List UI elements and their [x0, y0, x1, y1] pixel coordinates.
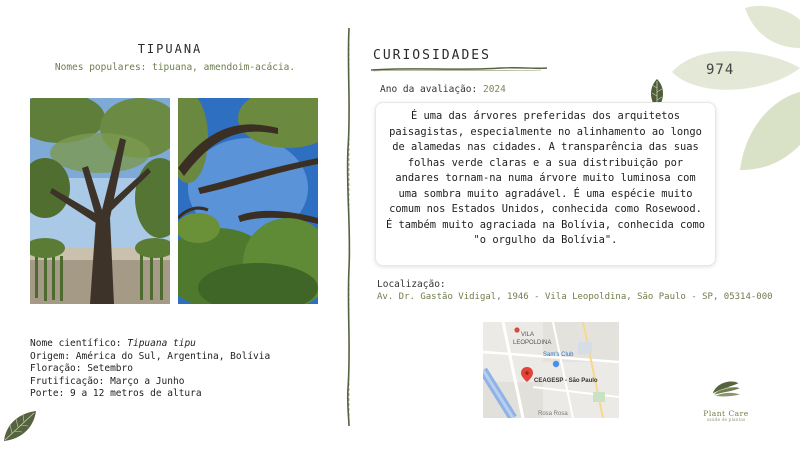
curiosity-text-box: [375, 102, 716, 266]
leaf-top-shape: [745, 6, 800, 48]
logo-subtitle: saúde de plantas: [706, 418, 746, 423]
evaluation-year: [380, 84, 506, 95]
fruiting-row: Frutificação: Março a Junho: [30, 375, 185, 387]
map-store-pin: [553, 361, 559, 367]
tree-photo-canopy: [178, 98, 318, 304]
curiosity-text: É uma das árvores preferidas dos arquitetos paisagistas, especialmente no alinhamento ao longo de alamedas nas cidades. A transparência das suas folhas verde claras e a sua distribuição por andares tornam-na numa árvore muito luminosa com uma sombra muito agradável. É uma espécie muito comum nos Estados Unidos, conhecida como Rosewood. É também muito agraciada na Bolívia, conhecida como "o orgulho da Bolívia".: [385, 110, 706, 246]
title-underline: [371, 64, 547, 74]
location-label: Localização:: [377, 279, 446, 290]
evaluation-year-value: 2024: [482, 84, 506, 95]
species-title: TIPUANA: [137, 42, 203, 56]
leaf-middle-shape: [672, 51, 800, 90]
map-district-label-2: LEOPOLDINA: [513, 340, 552, 346]
leaf-bottom-shape: [740, 92, 800, 170]
popular-names: Nomes populares: tipuana, amendoim-acácia.: [54, 62, 296, 73]
vertical-divider: [343, 28, 355, 426]
map-bottom-label: Rosa Rosa: [538, 411, 568, 417]
scientific-name-value: Tipuana tipu: [127, 338, 196, 349]
origin-row: Origem: América do Sul, Argentina, Bolívia: [30, 350, 271, 362]
map-store-label: Sam's Club: [543, 352, 574, 358]
location-map[interactable]: [483, 322, 619, 418]
scientific-name-label: Nome científico:: [30, 338, 122, 349]
badge-number: 974: [706, 62, 735, 78]
corner-leaf-icon: [0, 405, 40, 445]
map-place-label: CEAGESP - São Paulo: [534, 378, 598, 384]
curiosities-title: CURIOSIDADES: [373, 48, 491, 63]
scientific-name-row: [30, 338, 270, 351]
tree-photo-trunk: [30, 98, 170, 304]
evaluation-year-label: Ano da avaliação:: [380, 84, 478, 95]
size-row: Porte: 9 a 12 metros de altura: [30, 388, 202, 399]
plant-care-logo-icon: [694, 378, 756, 410]
species-info: [30, 338, 270, 401]
map-district-label: VILA: [521, 332, 535, 338]
map-poi-icon: [514, 327, 519, 332]
flowering-row: Floração: Setembro: [30, 363, 133, 374]
logo-title: Plant Care: [703, 409, 749, 418]
address-text: Av. Dr. Gastão Vidigal, 1946 - Vila Leopoldina, São Paulo - SP, 05314-000: [377, 292, 773, 302]
